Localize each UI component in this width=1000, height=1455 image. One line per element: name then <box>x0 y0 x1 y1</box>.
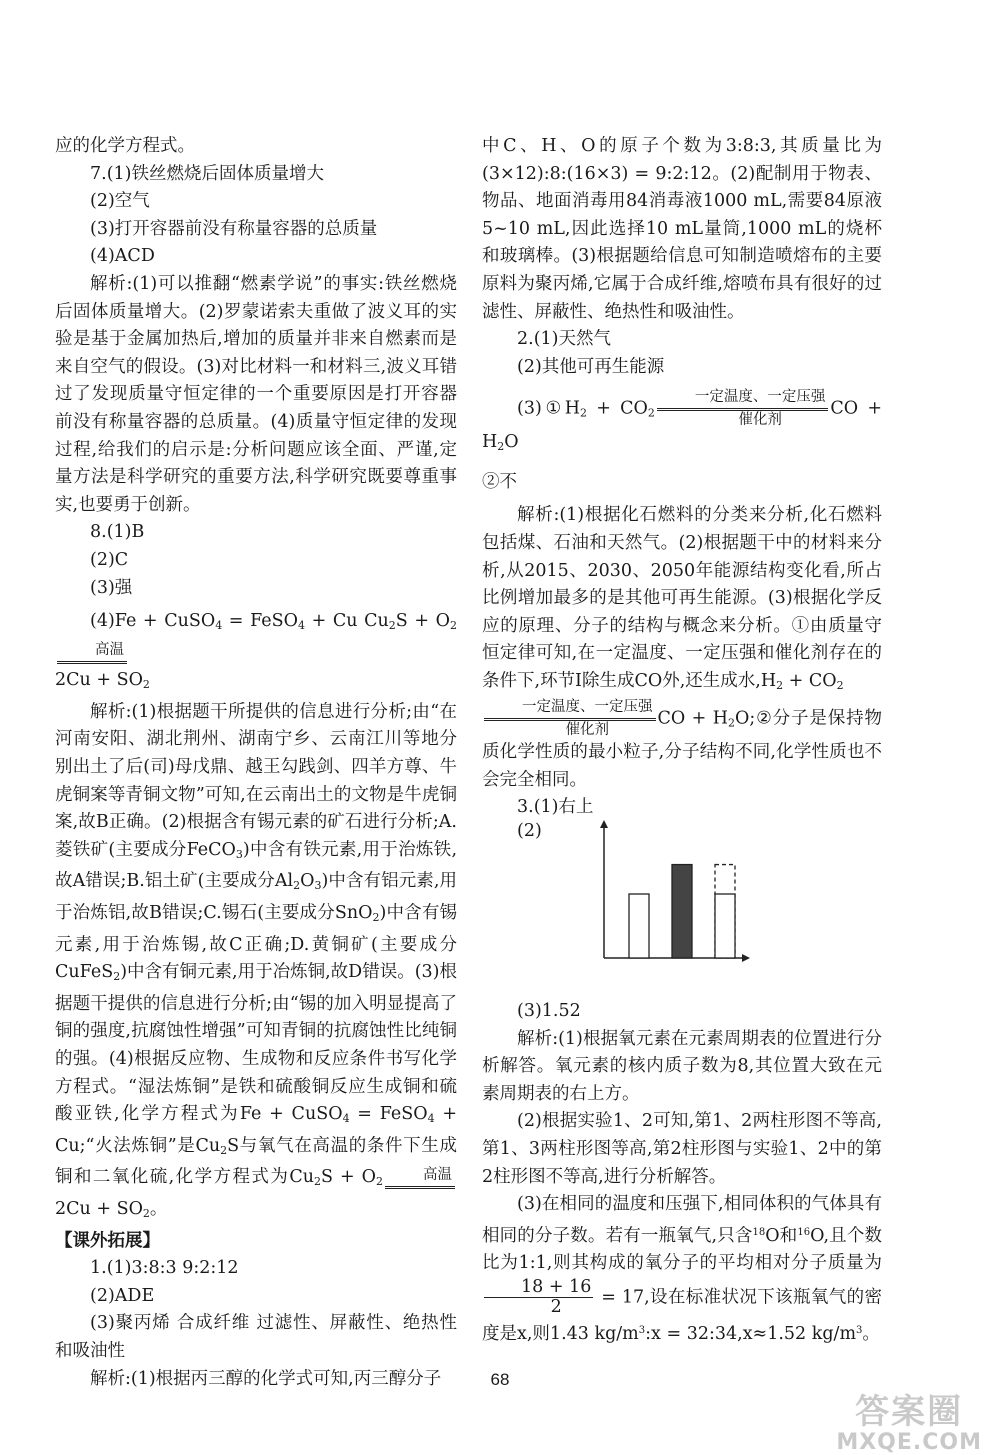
answer-e2-2: (2)其他可再生能源 <box>517 356 665 377</box>
reaction-condition: 高温 <box>385 1167 455 1188</box>
answer-e3-2-label: (2) <box>517 821 542 842</box>
answer-e2-1: 2.(1)天然气 <box>517 329 611 350</box>
explanation-e2: 解析:(1)根据化石燃料的分类来分析,化石燃料包括煤、石油和天然气。(2)根据题干中的材料来分析,从2015、2030、2050年能源结构变化看,所占比例增加最多的是其他可再生能源。(3)根据化学反应的原理、分子的结构与概念来分析。①由质量守恒定律可知,在一定温度、一定压强和催化剂存在的条件下,环节Ⅰ除生成CO外,还生成水$,H_2 + CO_2$ 一定温度、一定压强 催化剂 CO + $H_2O;②$分子是保持物质化学性质的最小粒子,分子结构不同,化学性质也不会完全相同。 <box>482 505 882 790</box>
reaction-condition: 高温 <box>57 642 127 663</box>
right-column <box>482 133 882 1349</box>
reaction-condition: 一定温度、一定压强 催化剂 <box>484 699 656 739</box>
fraction: $\frac{18 + 16}{2}$ <box>484 1278 593 1318</box>
answer-e2-3b: ②不 <box>482 471 517 492</box>
y-axis-arrow <box>600 820 608 828</box>
answer-e1-2: (2)ADE <box>90 1285 155 1306</box>
answer-e3-3: (3)1.52 <box>517 1001 581 1022</box>
bar-3 <box>715 894 735 958</box>
explanation-e3-1: 解析:(1)根据氧元素在元素周期表的位置进行分析解答。氧元素的核内质子数为8,其位置大致在元素周期表的右上方。 <box>482 1028 882 1104</box>
answer-e3-1: 3.(1)右上 <box>517 797 594 818</box>
page-number: 68 <box>490 1370 510 1389</box>
answer-7-3: (3)打开容器前没有称量容器的总质量 <box>90 218 378 239</box>
explanation-e1-cont: 中C、H、O的原子个数为3:8:3,其质量比为(3×12):8:(16×3) = 9:2:12。(2)配制用于物表、物品、地面消毒用84消毒液1000 mL,需要84原液5~10 mL,因此选择10 mL量筒,1000 mL的烧杯和玻璃棒。(3)根据题给信息可知制造喷熔布的主要原料为聚丙烯,它属于合成纤维,熔喷布具有很好的过滤性、屏蔽性、绝热性和吸油性。 <box>482 136 882 322</box>
reaction-condition: 一定温度、一定压强 催化剂 <box>657 389 829 429</box>
explanation-e3-2: (2)根据实验1、2可知,第1、2两柱形图不等高,第1、3两柱形图等高,第2柱形图与实验1、2中的第2柱形图不等高,进行分析解答。 <box>482 1111 882 1187</box>
bar-chart <box>594 818 754 968</box>
answer-e2-3-equation: $(3)①H_2 + CO_2$ 一定温度、一定压强 催化剂 CO + $H_2O$ <box>482 389 882 454</box>
answer-7-2: (2)空气 <box>90 191 150 212</box>
explanation-e1-start: 解析:(1)根据丙三醇的化学式可知,丙三醇分子 <box>90 1368 442 1389</box>
text-line: 应的化学方程式。 <box>55 136 195 156</box>
answer-e1-3: (3)聚丙烯 合成纤维 过滤性、屏蔽性、绝热性和吸油性 <box>55 1313 457 1361</box>
answer-8-2: (2)C <box>90 549 129 570</box>
left-column <box>55 133 457 1393</box>
answer-8-4-equation: (4)Fe + CuSO$_4$ = FeSO$_4$ + Cu $Cu_2S + O_2$ 高温 $2Cu + SO_2$ <box>55 611 457 692</box>
explanation-8: 解析:(1)根据题干所提供的信息进行分析;由“在河南安阳、湖北荆州、湖南宁乡、云南江川等地分别出土了后(司)母戊鼎、越王勾践剑、四羊方尊、牛虎铜案等青铜文物”可知,在云南出土的文物是牛虎铜案,故B正确。(2)根据含有锡元素的矿石进行分析;A.菱铁矿(主要成分FeCO$_3$)中含有铁元素,用于治炼铁,故A错误;B.铝土矿(主要成分$Al_2O_3$)中含有铝元素,用于治炼铝,故B错误;C.锡石(主要成分SnO$_2$)中含有锡元素,用于治炼锡,故C正确;D.黄铜矿(主要成分CuFeS$_2$)中含有铜元素,用于冶炼铜,故D错误。(3)根据题干提供的信息进行分析;由“锡的加入明显提高了铜的强度,抗腐蚀性增强”可知青铜的抗腐蚀性比纯铜的强。(4)根据反应物、生成物和反应条件书写化学方程式。“湿法炼铜”是铁和硫酸铜反应生成铜和硫酸亚铁,化学方程式为Fe + CuSO$_4$ = FeSO$_4$ + Cu;“火法炼铜”是$Cu_2S$与氧气在高温的条件下生成铜和二氧化硫,化学方程式为$Cu_2S + O_2$ 高温 $2Cu + SO_2$。 <box>55 701 458 1220</box>
section-title: 【课外拓展】 <box>55 1230 160 1251</box>
explanation-7: 解析:(1)可以推翻“燃素学说”的事实:铁丝燃烧后固体质量增大。(2)罗蒙诺索夫重做了波义耳的实验是基于金属加热后,增加的质量并非来自燃素而是来自空气的假设。(3)对比材料一和材料三,波义耳错过了发现质量守恒定律的一个重要原因是打开容器前没有称量容器的总质量。(4)质量守恒定律的发现过程,给我们的启示是:分析问题应该全面、严谨,定量方法是科学研究的重要方法,科学研究既要尊重事实,也要勇于创新。 <box>55 273 457 515</box>
answer-e3-2-chart <box>482 818 882 988</box>
explanation-e3-3: (3)在相同的温度和压强下,相同体积的气体具有相同的分子数。若有一瓶氧气,只含$^{18}$O和$^{16}$O,且个数比为1:1,则其构成的氧分子的平均相对分子质量为 $\frac{18 + 16}{2}$ = 17,设在标准状况下该瓶氧气的密度是x,则1.43 $kg/m^3:x$ = 32:34,x≈1.52 $kg/m^3$。 <box>482 1194 882 1345</box>
bar-2 <box>672 865 692 958</box>
x-axis-arrow <box>742 954 750 962</box>
answer-7-1: 7.(1)铁丝燃烧后固体质量增大 <box>90 163 324 184</box>
bar-1 <box>629 894 649 958</box>
answer-8-3: (3)强 <box>90 577 133 598</box>
answer-e1-1: 1.(1)3:8:3 9:2:12 <box>90 1258 239 1279</box>
answer-7-4: (4)ACD <box>90 246 155 267</box>
answer-8-1: 8.(1)B <box>90 522 145 543</box>
watermark-logo: 答案圈 MXQE.COM <box>836 1392 982 1455</box>
